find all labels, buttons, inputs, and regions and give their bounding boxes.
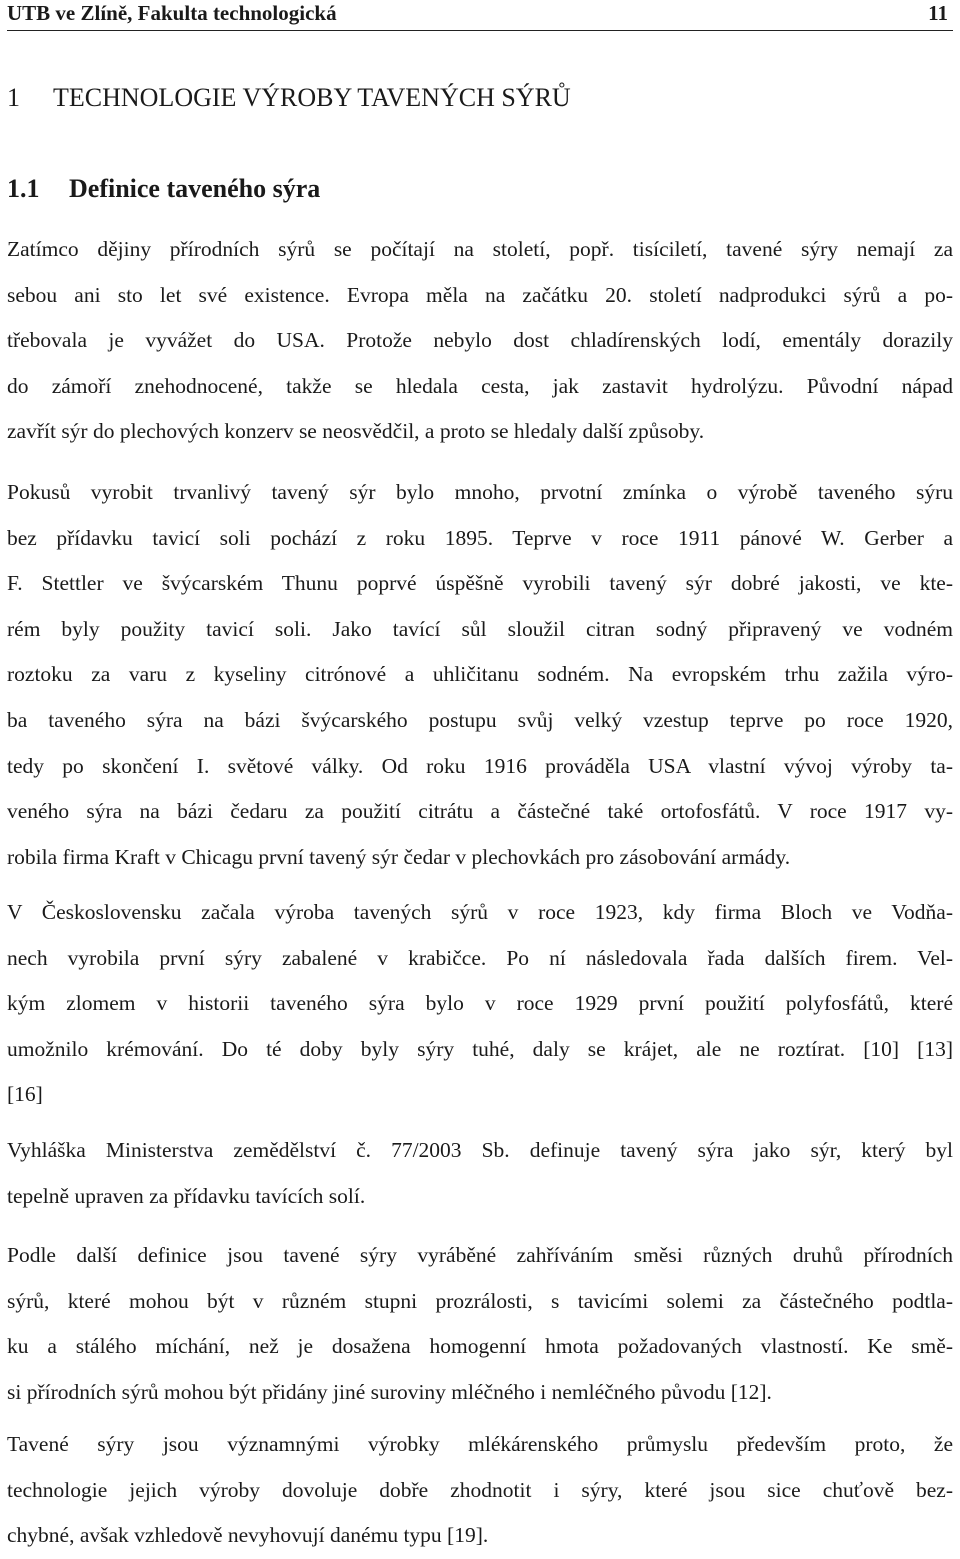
chapter-number: 1 (7, 83, 20, 112)
paragraph-line: Zatímco dějiny přírodních sýrů se počítají na století, popř. tisíciletí, tavené sýry nemají za (7, 237, 953, 261)
page-number: 11 (928, 1, 948, 25)
paragraph (7, 470, 953, 880)
paragraph-line: ba taveného sýra na bázi švýcarského postupu svůj velký vzestup teprve po roce 1920, (7, 707, 953, 732)
paragraph-line: bez přídavku tavicí soli pochází z roku 1895. Teprve v roce 1911 pánové W. Gerber a (7, 525, 953, 550)
paragraph-line: tepelně upraven za přídavku tavících solí. (7, 1183, 366, 1208)
section-title: Definice taveného sýra (69, 174, 321, 203)
paragraph-line: Pokusů vyrobit trvanlivý tavený sýr bylo mnoho, prvotní zmínka o výrobě taveného sýru (7, 480, 953, 504)
paragraph (7, 1233, 953, 1415)
paragraph-line: zavřít sýr do plechových konzerv se neosvědčil, a proto se hledaly další způsoby. (7, 419, 705, 444)
paragraph-line: V Československu začala výroba tavených sýrů v roce 1923, kdy firma Bloch ve Vodňa- (7, 900, 953, 924)
header-institution: UTB ve Zlíně, Fakulta technologická (7, 1, 337, 25)
paragraph-line: Podle další definice jsou tavené sýry vyráběné zahříváním směsi různých druhů přírodních (7, 1243, 953, 1267)
paragraph (7, 227, 953, 455)
paragraph (7, 890, 953, 1118)
paragraph-line: technologie jejich výroby dovoluje dobře zhodnotit i sýry, které jsou sice chuťově bez- (7, 1477, 953, 1502)
paragraph-line: Tavené sýry jsou významnými výrobky mlékárenského průmyslu především proto, že (7, 1432, 953, 1456)
paragraph-line: roztoku za varu z kyseliny citrónové a uhličitanu sodném. Na evropském trhu zažila výro- (7, 662, 953, 687)
paragraph-line: sýrů, které mohou být v různém stupni prozrálosti, s tavicími solemi za částečného podtla- (7, 1288, 953, 1313)
paragraph (7, 1422, 953, 1559)
section-number: 1.1 (7, 174, 40, 203)
paragraph-line: chybné, avšak vzhledově nevyhovují danému typu [19]. (7, 1523, 489, 1548)
paragraph-line: Vyhláška Ministerstva zemědělství č. 77/2003 Sb. definuje tavený sýra jako sýr, který byl (7, 1138, 953, 1162)
paragraph-line: kým zlomem v historii taveného sýra bylo v roce 1929 první použití polyfosfátů, které (7, 991, 953, 1016)
section-heading (7, 171, 320, 207)
chapter-heading (7, 80, 571, 116)
paragraph-line: umožnilo krémování. Do té doby byly sýry tuhé, daly se krájet, ale ne roztírat. [10] [13] (7, 1036, 953, 1061)
running-header (7, 0, 953, 31)
paragraph-line: ku a stálého míchání, než je dosažena homogenní hmota požadovaných vlastností. Ke smě- (7, 1334, 953, 1359)
paragraph-line: rém byly použity tavicí soli. Jako tavící sůl sloužil citran sodný připravený ve vodném (7, 616, 953, 641)
paragraph-line: robila firma Kraft v Chicagu první tavený sýr čedar v plechovkách pro zásobování armády. (7, 844, 791, 869)
paragraph-line: si přírodních sýrů mohou být přidány jiné suroviny mléčného i nemléčného původu [12]. (7, 1379, 772, 1404)
paragraph-line: třebovala je vyvážet do USA. Protože nebylo dost chladírenských lodí, ementály dorazily (7, 328, 953, 353)
chapter-title: TECHNOLOGIE VÝROBY TAVENÝCH SÝRŮ (53, 83, 571, 112)
paragraph-line: do zámoří znehodnocené, takže se hledala cesta, jak zastavit hydrolýzu. Původní nápad (7, 373, 953, 398)
paragraph-line: [16] (7, 1082, 43, 1107)
paragraph-line: veného sýra na bázi čedaru za použití citrátu a částečné také ortofosfátů. V roce 1917 vy- (7, 799, 953, 824)
paragraph-line: tedy po skončení I. světové války. Od roku 1916 prováděla USA vlastní vývoj výroby ta- (7, 753, 953, 778)
paragraph-line: sebou ani sto let své existence. Evropa měla na začátku 20. století nadprodukci sýrů a po- (7, 282, 953, 307)
paragraph (7, 1128, 953, 1219)
paragraph-line: nech vyrobila první sýry zabalené v krabičce. Po ní následovala řada dalších firem. Vel- (7, 945, 953, 970)
paragraph-line: F. Stettler ve švýcarském Thunu poprvé úspěšně vyrobili tavený sýr dobré jakosti, ve kte- (7, 571, 953, 596)
